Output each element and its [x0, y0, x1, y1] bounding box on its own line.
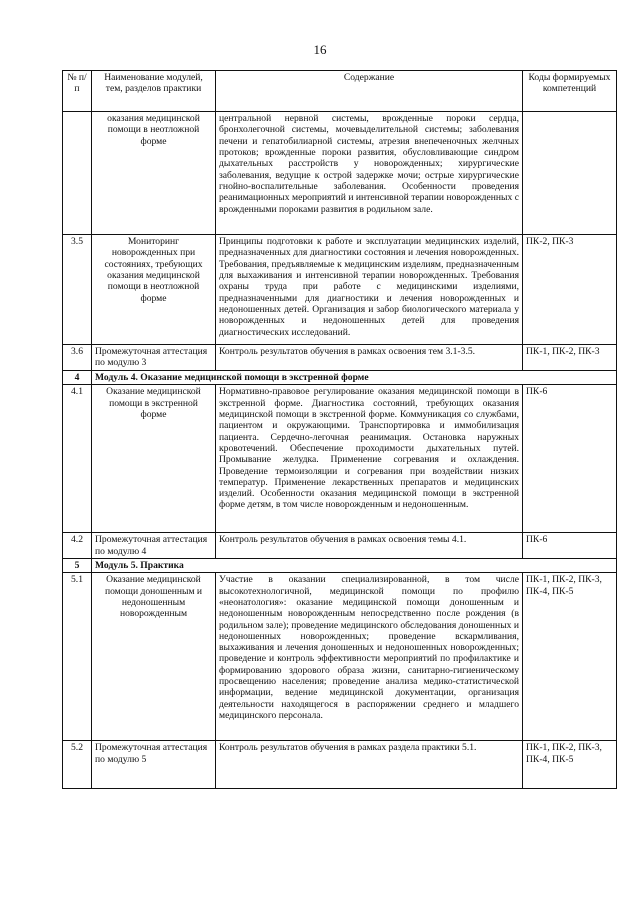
- row-content: Принципы подготовки к работе и эксплуатации медицинских изделий, предназначенных для диагностики состояния и лечения новорожденных. Требования, предъявляемые к медицинским изделиям, предназначенным для выхаживания и интенсивной терапии новорожденных. Требования охраны труда при работе с медицинскими изделиями, предназначенными для диагностики и лечения новорожденных и недоношенных детей. Организация и забор биологического материала у новорожденных и недоношенных детей для проведения диагностических исследований.: [216, 235, 523, 345]
- table-row: [63, 345, 617, 371]
- row-num: 4.2: [63, 533, 92, 559]
- row-codes: [523, 112, 617, 235]
- table-row: [63, 533, 617, 559]
- row-content: Нормативно-правовое регулирование оказания медицинской помощи в экстренной форме. Диагностика состояний, требующих оказания медицинской помощи в экстренной форме. Коммуникация со службами, пациентом и окружающими. Транспортировка и иммобилизация пациента. Сердечно-легочная реанимация. Остановка наружных кровотечений. Обеспечение проходимости дыхательных путей. Промывание желудка. Применение согревания и охлаждения. Проведение термоизоляции и согревания при воздействии низких температур. Применение лекарственных препаратов и медицинских изделий. Особенности оказания медицинской помощи в экстренной форме детям, в том числе новорожденным и недоношенным.: [216, 385, 523, 533]
- row-num: 3.6: [63, 345, 92, 371]
- row-codes: ПК-6: [523, 385, 617, 533]
- table-row: [63, 235, 617, 345]
- row-num: 5.1: [63, 573, 92, 741]
- section-row: [63, 558, 617, 572]
- section-num: 5: [63, 558, 92, 572]
- row-name: Оказание медицинской помощи в экстренной форме: [92, 385, 216, 533]
- curriculum-table: [62, 70, 617, 789]
- row-content: Контроль результатов обучения в рамках освоения тем 3.1-3.5.: [216, 345, 523, 371]
- section-num: 4: [63, 371, 92, 385]
- page-number: 16: [313, 42, 327, 57]
- table-row: [63, 112, 617, 235]
- row-name: Оказание медицинской помощи доношенным и недоношенным новорожденным: [92, 573, 216, 741]
- row-codes: ПК-1, ПК-2, ПК-3: [523, 345, 617, 371]
- header-codes: Коды формируемых компетенций: [523, 71, 617, 112]
- row-content: Участие в оказании специализированной, в том числе высокотехнологичной, медицинской помощи по профилю «неонатология»: оказание медицинской помощи доношенным и недоношенным новорожденным непосредственно после рождения (в родильном зале); проведение медицинского обследования доношенных и недоношенных новорожденных; проведение вскармливания, выхаживания и лечения доношенных и недоношенных новорожденных; проведение и контроль эффективности мероприятий по профилактике и формированию здорового образа жизни, санитарно-гигиеническому просвещению населения; проведение анализа медико-статистической информации, ведение медицинской документации, организация деятельности находящегося в распоряжении среднего и младшего медицинского персонала.: [216, 573, 523, 741]
- header-content: Содержание: [216, 71, 523, 112]
- header-name: Наименование модулей, тем, разделов практики: [92, 71, 216, 112]
- row-codes: ПК-1, ПК-2, ПК-3, ПК-4, ПК-5: [523, 741, 617, 789]
- table-header-row: [63, 71, 617, 112]
- table-row: [63, 385, 617, 533]
- row-name: Промежуточная аттестация по модулю 3: [92, 345, 216, 371]
- table-row: [63, 741, 617, 789]
- row-num: 3.5: [63, 235, 92, 345]
- header-num: № п/п: [63, 71, 92, 112]
- table-row: [63, 573, 617, 741]
- row-content: центральной нервной системы, врожденные пороки сердца, бронхолегочной системы, мочевыделительной системы; заболевания печени и гепатобилиарной системы, атрезия внепеченочных желчных протоков; врожденные пороки развития, обусловливающие синдром дыхательных расстройств у новорожденных; хирургические заболевания, ведущие к острой задержке мочи; острые хирургические гнойно-воспалительные заболевания. Особенности проведения реанимационных мероприятий и интенсивной терапии новорожденных с врожденными пороками развития в родильном зале.: [216, 112, 523, 235]
- row-num: 4.1: [63, 385, 92, 533]
- row-name: Промежуточная аттестация по модулю 5: [92, 741, 216, 789]
- row-content: Контроль результатов обучения в рамках освоения темы 4.1.: [216, 533, 523, 559]
- row-codes: ПК-6: [523, 533, 617, 559]
- row-name: оказания медицинской помощи в неотложной форме: [92, 112, 216, 235]
- section-title: Модуль 4. Оказание медицинской помощи в экстренной форме: [92, 371, 617, 385]
- row-codes: ПК-2, ПК-3: [523, 235, 617, 345]
- row-num: [63, 112, 92, 235]
- row-name: Мониторинг новорожденных при состояниях, требующих оказания медицинской помощи в неотложной форме: [92, 235, 216, 345]
- row-name: Промежуточная аттестация по модулю 4: [92, 533, 216, 559]
- section-row: [63, 371, 617, 385]
- section-title: Модуль 5. Практика: [92, 558, 617, 572]
- row-num: 5.2: [63, 741, 92, 789]
- row-codes: ПК-1, ПК-2, ПК-3, ПК-4, ПК-5: [523, 573, 617, 741]
- row-content: Контроль результатов обучения в рамках раздела практики 5.1.: [216, 741, 523, 789]
